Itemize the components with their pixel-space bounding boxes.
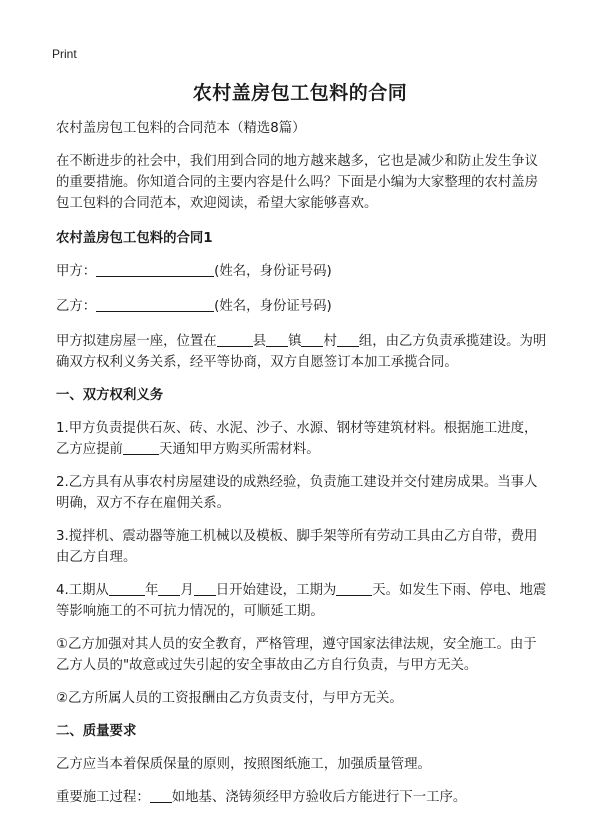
quality-paragraph: 乙方应当本着保质保量的原则，按照图纸施工，加强质量管理。 <box>56 757 431 772</box>
party-b-blank <box>96 297 214 312</box>
duration-blank <box>336 581 372 596</box>
location-county: 县 <box>252 334 267 349</box>
intro-paragraph: 在不断进步的社会中，我们用到合同的地方越来越多，它也是减少和防止发生争议的重要措施。你知道合同的主要内容是什么吗？下面是小编为大家整理的农村盖房包工包料的合同范本，欢迎阅读，希望大家能够喜欢。 <box>56 154 539 211</box>
contract-heading: 农村盖房包工包料的合同1 <box>56 231 213 246</box>
group-blank <box>337 332 359 347</box>
item2-paragraph: 2.乙方具有从事农村房屋建设的成熟经验，负责施工建设并交付建房成果。当事人明确，双方不存在雇佣关系。 <box>56 475 538 511</box>
county-blank <box>217 332 253 347</box>
item3-paragraph: 3.搅拌机、震动器等施工机械以及模板、脚手架等所有劳动工具由乙方自带，费用由乙方自理。 <box>56 529 538 565</box>
location-town: 镇 <box>288 334 302 349</box>
print-link[interactable]: Print <box>52 47 77 61</box>
document-subtitle: 农村盖房包工包料的合同范本（精选8篇） <box>56 121 306 136</box>
item1-text-1: 1.甲方负责提供石灰、砖、水泥、沙子、水源、钢材等建筑材料。根据施工进度，乙方应提前 <box>56 421 538 457</box>
section2-heading: 二、质量要求 <box>56 724 137 739</box>
safety2-paragraph: ②乙方所属人员的工资报酬由乙方负责支付，与甲方无关。 <box>56 691 403 706</box>
item4-year: 年 <box>144 583 159 598</box>
item4-month: 月 <box>180 583 194 598</box>
section1-heading: 一、双方权利义务 <box>56 388 164 403</box>
location-paragraph <box>56 331 550 373</box>
year-blank <box>109 581 145 596</box>
item4-text-2: 天。如发生下雨、停电、地震等影响施工的不可抗力情况的，可顺延工期。 <box>56 583 547 619</box>
day-blank <box>194 581 216 596</box>
location-text-2: 组，由乙方负责承揽建设。为明确双方权利义务关系，经平等协商，双方自愿签订本加工承揽合同。 <box>56 334 547 370</box>
item4-paragraph <box>56 580 550 622</box>
item4-day: 日开始建设，工期为 <box>215 583 337 598</box>
party-a-blank <box>96 262 214 277</box>
safety1-paragraph: ①乙方加强对其人员的安全教育，严格管理，遵守国家法律法规，安全施工。由于乙方人员的"故意或过失引起的安全事故由乙方自行负责，与甲方无关。 <box>56 637 537 673</box>
process-paragraph <box>56 787 550 808</box>
party-a-line <box>56 261 550 282</box>
item1-text-2: 天通知甲方购买所需材料。 <box>158 442 320 457</box>
party-b-line <box>56 296 550 317</box>
town-blank <box>266 332 288 347</box>
process-text-2: 如地基、浇铸须经甲方验收后方能进行下一工序。 <box>171 790 467 805</box>
document-title: 农村盖房包工包料的合同 <box>192 82 408 104</box>
process-text-1: 重要施工过程： <box>56 790 150 805</box>
item1-paragraph <box>56 418 550 460</box>
location-text-1: 甲方拟建房屋一座，位置在 <box>56 334 217 349</box>
party-a-suffix: (姓名，身份证号码) <box>214 264 332 279</box>
month-blank <box>158 581 180 596</box>
location-village: 村 <box>323 334 337 349</box>
document-body <box>56 118 550 820</box>
item4-text-1: 4.工期从 <box>56 583 109 598</box>
village-blank <box>301 332 323 347</box>
process-blank <box>150 788 172 803</box>
item1-days-blank <box>123 440 159 455</box>
party-a-label: 甲方： <box>56 264 97 279</box>
party-b-suffix: (姓名，身份证号码) <box>214 299 332 314</box>
party-b-label: 乙方： <box>56 299 97 314</box>
